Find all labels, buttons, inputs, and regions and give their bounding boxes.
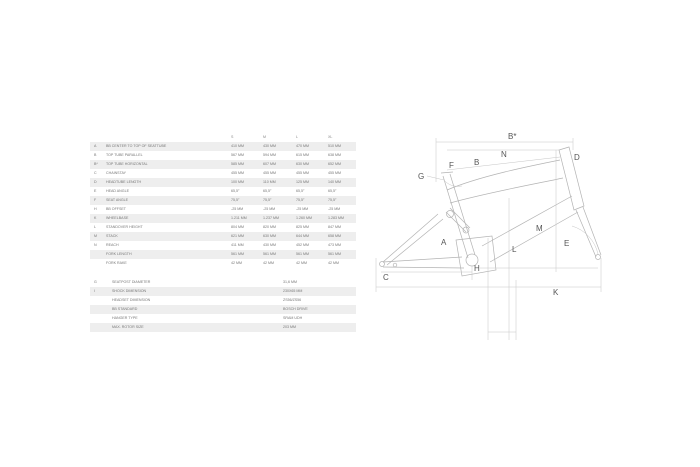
- row-code: F: [94, 198, 97, 202]
- size-header-l: L: [296, 135, 298, 139]
- size-value: 561 MM: [296, 252, 309, 256]
- spec-row: [90, 278, 356, 287]
- size-value: 630 MM: [263, 234, 276, 238]
- geometry-row: [90, 250, 356, 259]
- size-value: 615 MM: [296, 153, 309, 157]
- dim-seatpost-leader: [427, 176, 444, 180]
- size-value: 65,5°: [263, 189, 272, 193]
- geometry-table: [90, 133, 356, 268]
- spec-label: BB STANDARD: [112, 307, 138, 311]
- spec-value: BOSCH DRIVE: [283, 307, 308, 311]
- label-h: H: [474, 264, 480, 273]
- spec-label: SEATPOST DIAMETER: [112, 280, 151, 284]
- label-f: F: [449, 161, 454, 170]
- size-value: 455 MM: [328, 171, 341, 175]
- geometry-rows: [90, 142, 356, 268]
- head-tube: [559, 147, 584, 210]
- size-value: 75,5°: [328, 198, 337, 202]
- seatstay: [383, 214, 443, 265]
- size-value: 638 MM: [328, 153, 341, 157]
- size-value: 75,5°: [231, 198, 240, 202]
- size-value: 630 MM: [296, 162, 309, 166]
- size-value: 1.237 MM: [263, 216, 279, 220]
- size-value: 75,5°: [296, 198, 305, 202]
- spec-value: ZS56/ZS56: [283, 298, 302, 302]
- spec-value: 230X65 MM: [283, 289, 303, 293]
- size-value: -25 MM: [263, 207, 276, 211]
- label-l: L: [512, 245, 517, 254]
- specs-table: [90, 278, 356, 332]
- size-header-m: M: [263, 135, 266, 139]
- spec-label: HANGER TYPE: [112, 316, 138, 320]
- spec-row: [90, 314, 356, 323]
- size-value: 42 MM: [231, 261, 242, 265]
- top-tube: [447, 160, 563, 203]
- geometry-row: [90, 142, 356, 151]
- rear-shock: [446, 208, 470, 232]
- label-b: B: [474, 158, 480, 167]
- row-label: CHAINSTAY: [106, 171, 127, 175]
- spec-row: [90, 323, 356, 332]
- row-code: D: [94, 180, 97, 184]
- dim-bb-offset: [472, 266, 598, 280]
- geometry-row: [90, 151, 356, 160]
- size-value: 1.260 MM: [296, 216, 312, 220]
- label-d: D: [574, 153, 580, 162]
- row-label: BB CENTER TO TOP OF SEATTUBE: [106, 144, 167, 148]
- rear-pivot: [393, 263, 397, 267]
- spec-label: SHOCK DIMENSION: [112, 289, 147, 293]
- front-axle: [596, 255, 601, 260]
- row-label: STANDOVER HEIGHT: [106, 225, 143, 229]
- fork: [576, 207, 601, 257]
- size-value: 820 MM: [263, 225, 276, 229]
- label-a: A: [441, 238, 447, 247]
- size-value: 607 MM: [263, 162, 276, 166]
- size-value: 847 MM: [328, 225, 341, 229]
- size-value: 75,5°: [263, 198, 272, 202]
- row-code: H: [94, 207, 97, 211]
- size-value: 65,5°: [296, 189, 305, 193]
- size-value: 804 MM: [231, 225, 244, 229]
- spec-code: I: [94, 289, 95, 293]
- row-label: FORK RAKE: [106, 261, 127, 265]
- size-value: -25 MM: [231, 207, 244, 211]
- size-value: 65,5°: [231, 189, 240, 193]
- size-value: 410 MM: [231, 144, 244, 148]
- geometry-row: [90, 160, 356, 169]
- size-value: -25 MM: [296, 207, 309, 211]
- size-value: 652 MM: [328, 162, 341, 166]
- geometry-row: [90, 259, 356, 268]
- spec-row: [90, 296, 356, 305]
- size-value: 644 MM: [296, 234, 309, 238]
- size-value: 594 MM: [263, 153, 276, 157]
- row-label: FORK LENGTH: [106, 252, 132, 256]
- label-b-star: B*: [508, 132, 517, 141]
- spec-value: 203 MM: [283, 325, 296, 329]
- specs-rows: [90, 278, 356, 332]
- geometry-header-row: [90, 133, 356, 142]
- geometry-row: [90, 169, 356, 178]
- row-code: E: [94, 189, 97, 193]
- spec-row: [90, 287, 356, 296]
- row-label: WHEELBASE: [106, 216, 129, 220]
- dim-head-angle-arc: [572, 226, 598, 254]
- size-value: 430 MM: [263, 243, 276, 247]
- size-value: 455 MM: [263, 171, 276, 175]
- row-code: B*: [94, 162, 98, 166]
- geometry-row: [90, 196, 356, 205]
- row-label: TOP TUBE PARALLEL: [106, 153, 143, 157]
- size-value: 455 MM: [296, 171, 309, 175]
- size-value: 1.211 MM: [231, 216, 247, 220]
- size-value: 561 MM: [231, 252, 244, 256]
- label-m: M: [536, 224, 543, 233]
- row-code: M: [94, 234, 97, 238]
- row-code: A: [94, 144, 97, 148]
- frame-geometry-diagram: [360, 125, 610, 347]
- dim-top-tube-horizontal: [436, 138, 573, 182]
- size-value: 42 MM: [263, 261, 274, 265]
- size-value: 1.283 MM: [328, 216, 344, 220]
- row-label: HEAD ANGLE: [106, 189, 129, 193]
- row-label: SEAT ANGLE: [106, 198, 129, 202]
- size-value: 470 MM: [296, 144, 309, 148]
- row-label: REACH: [106, 243, 119, 247]
- row-code: B: [94, 153, 97, 157]
- size-value: 125 MM: [296, 180, 309, 184]
- size-value: 42 MM: [328, 261, 339, 265]
- spec-label: MAX. ROTOR SIZE: [112, 325, 144, 329]
- size-value: 510 MM: [328, 144, 341, 148]
- dim-wheelbase: [376, 258, 601, 292]
- row-code: C: [94, 171, 97, 175]
- spec-value: SRAM UDH: [283, 316, 303, 320]
- geometry-row: [90, 187, 356, 196]
- geometry-row: [90, 241, 356, 250]
- row-code: N: [94, 243, 97, 247]
- size-value: 140 MM: [328, 180, 341, 184]
- size-value: -25 MM: [328, 207, 341, 211]
- size-value: 585 MM: [231, 162, 244, 166]
- geometry-row: [90, 232, 356, 241]
- size-value: 430 MM: [263, 144, 276, 148]
- geometry-row: [90, 205, 356, 214]
- geometry-row: [90, 223, 356, 232]
- row-label: TOP TUBE HORIZONTAL: [106, 162, 148, 166]
- label-k: K: [553, 288, 559, 297]
- size-value: 621 MM: [231, 234, 244, 238]
- size-value: 110 MM: [263, 180, 276, 184]
- size-value: 100 MM: [231, 180, 244, 184]
- size-value: 825 MM: [296, 225, 309, 229]
- label-n: N: [501, 150, 507, 159]
- size-header-s: S: [231, 135, 234, 139]
- rear-axle: [380, 262, 385, 267]
- label-c: C: [383, 273, 389, 282]
- label-g: G: [418, 172, 425, 181]
- geometry-row: [90, 214, 356, 223]
- size-value: 452 MM: [296, 243, 309, 247]
- row-code: L: [94, 225, 96, 229]
- geometry-row: [90, 178, 356, 187]
- size-value: 561 MM: [263, 252, 276, 256]
- spec-row: [90, 305, 356, 314]
- size-header-xl: XL: [328, 135, 333, 139]
- spec-code: G: [94, 280, 97, 284]
- row-code: K: [94, 216, 97, 220]
- row-label: STACK: [106, 234, 118, 238]
- size-value: 561 MM: [328, 252, 341, 256]
- row-label: BB OFFSET: [106, 207, 126, 211]
- size-value: 65,5°: [328, 189, 337, 193]
- size-value: 567 MM: [231, 153, 244, 157]
- spec-value: 31,6 MM: [283, 280, 297, 284]
- size-value: 455 MM: [231, 171, 244, 175]
- label-e: E: [564, 239, 570, 248]
- size-value: 411 MM: [231, 243, 244, 247]
- row-label: HEADTUBE LENGTH: [106, 180, 142, 184]
- size-value: 473 MM: [328, 243, 341, 247]
- down-tube: [482, 196, 578, 262]
- size-value: 42 MM: [296, 261, 307, 265]
- spec-label: HEADSET DIMENSION: [112, 298, 151, 302]
- size-value: 658 MM: [328, 234, 341, 238]
